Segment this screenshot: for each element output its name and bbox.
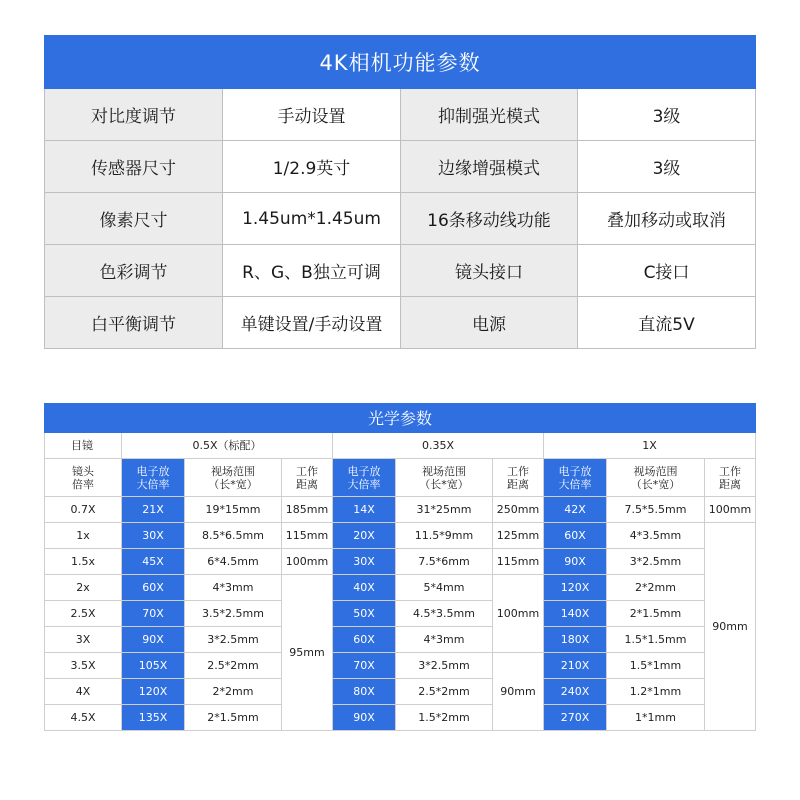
fov-cell: 4*3.5mm (607, 523, 705, 549)
table-row (45, 549, 756, 575)
distance-cell: 90mm (493, 653, 544, 731)
mag-cell: 30X (333, 549, 396, 575)
table-row (45, 627, 756, 653)
fov-cell: 2*1.5mm (607, 601, 705, 627)
spec-label: 边缘增强模式 (401, 141, 578, 193)
mag-cell: 270X (544, 705, 607, 731)
objective-header: 目镜 (45, 433, 122, 459)
distance-cell: 115mm (282, 523, 333, 549)
group-header: 1X (544, 433, 756, 459)
group-header-row (45, 433, 756, 459)
fov-cell: 3*2.5mm (396, 653, 493, 679)
fov-cell: 2*1.5mm (185, 705, 282, 731)
fov-cell: 2*2mm (607, 575, 705, 601)
distance-cell: 115mm (493, 549, 544, 575)
spec-label: 像素尺寸 (45, 193, 223, 245)
mag-header: 电子放 大倍率 (544, 459, 607, 497)
spec-value: 叠加移动或取消 (578, 193, 756, 245)
fov-cell: 6*4.5mm (185, 549, 282, 575)
distance-cell: 90mm (705, 523, 756, 731)
lens-cell: 0.7X (45, 497, 122, 523)
mag-cell: 45X (122, 549, 185, 575)
fov-cell: 3*2.5mm (185, 627, 282, 653)
spec-value: 1/2.9英寸 (223, 141, 401, 193)
fov-cell: 3.5*2.5mm (185, 601, 282, 627)
mag-cell: 21X (122, 497, 185, 523)
spec-label: 色彩调节 (45, 245, 223, 297)
spec-label: 16条移动线功能 (401, 193, 578, 245)
group-header: 0.5X（标配） (122, 433, 333, 459)
distance-cell: 100mm (282, 549, 333, 575)
mag-cell: 60X (122, 575, 185, 601)
lens-cell: 4.5X (45, 705, 122, 731)
table-row (45, 679, 756, 705)
fov-cell: 2.5*2mm (185, 653, 282, 679)
distance-cell: 250mm (493, 497, 544, 523)
fov-cell: 4*3mm (185, 575, 282, 601)
distance-header: 工作 距离 (282, 459, 333, 497)
mag-cell: 40X (333, 575, 396, 601)
fov-cell: 5*4mm (396, 575, 493, 601)
mag-cell: 14X (333, 497, 396, 523)
table-row (45, 523, 756, 549)
fov-cell: 1.5*2mm (396, 705, 493, 731)
mag-cell: 70X (122, 601, 185, 627)
spec-value: C接口 (578, 245, 756, 297)
fov-cell: 1.2*1mm (607, 679, 705, 705)
fov-cell: 19*15mm (185, 497, 282, 523)
mag-cell: 90X (544, 549, 607, 575)
spec-label: 镜头接口 (401, 245, 578, 297)
camera-spec-title: 4K相机功能参数 (45, 36, 756, 89)
distance-cell: 95mm (282, 575, 333, 731)
fov-cell: 3*2.5mm (607, 549, 705, 575)
table-row (45, 89, 756, 141)
fov-header: 视场范围 （长*宽） (185, 459, 282, 497)
mag-cell: 30X (122, 523, 185, 549)
fov-cell: 8.5*6.5mm (185, 523, 282, 549)
mag-header: 电子放 大倍率 (333, 459, 396, 497)
fov-cell: 2.5*2mm (396, 679, 493, 705)
fov-cell: 11.5*9mm (396, 523, 493, 549)
table-row (45, 297, 756, 349)
fov-cell: 31*25mm (396, 497, 493, 523)
lens-cell: 3X (45, 627, 122, 653)
spec-label: 传感器尺寸 (45, 141, 223, 193)
table-row (45, 245, 756, 297)
mag-cell: 60X (333, 627, 396, 653)
table-row (45, 497, 756, 523)
fov-cell: 7.5*6mm (396, 549, 493, 575)
table-row (45, 653, 756, 679)
spec-value: 1.45um*1.45um (223, 193, 401, 245)
mag-cell: 120X (544, 575, 607, 601)
fov-header: 视场范围 （长*宽） (607, 459, 705, 497)
distance-cell: 100mm (705, 497, 756, 523)
distance-header: 工作 距离 (705, 459, 756, 497)
fov-cell: 1.5*1mm (607, 653, 705, 679)
spec-label: 对比度调节 (45, 89, 223, 141)
distance-cell: 125mm (493, 523, 544, 549)
lens-cell: 4X (45, 679, 122, 705)
table-row (45, 601, 756, 627)
mag-cell: 140X (544, 601, 607, 627)
mag-cell: 20X (333, 523, 396, 549)
group-header: 0.35X (333, 433, 544, 459)
spec-value: 3级 (578, 141, 756, 193)
distance-header: 工作 距离 (493, 459, 544, 497)
mag-cell: 105X (122, 653, 185, 679)
lens-cell: 2.5X (45, 601, 122, 627)
mag-cell: 60X (544, 523, 607, 549)
distance-cell: 185mm (282, 497, 333, 523)
fov-cell: 1*1mm (607, 705, 705, 731)
distance-cell: 100mm (493, 575, 544, 653)
optical-spec-title: 光学参数 (45, 404, 756, 433)
mag-cell: 90X (333, 705, 396, 731)
lens-cell: 1x (45, 523, 122, 549)
fov-header: 视场范围 （长*宽） (396, 459, 493, 497)
fov-cell: 2*2mm (185, 679, 282, 705)
mag-header: 电子放 大倍率 (122, 459, 185, 497)
mag-cell: 120X (122, 679, 185, 705)
mag-cell: 180X (544, 627, 607, 653)
table-row (45, 141, 756, 193)
fov-cell: 1.5*1.5mm (607, 627, 705, 653)
spec-label: 抑制强光模式 (401, 89, 578, 141)
mag-cell: 135X (122, 705, 185, 731)
camera-spec-table (44, 35, 756, 349)
mag-cell: 50X (333, 601, 396, 627)
mag-cell: 240X (544, 679, 607, 705)
lens-header: 镜头 倍率 (45, 459, 122, 497)
mag-cell: 90X (122, 627, 185, 653)
fov-cell: 4.5*3.5mm (396, 601, 493, 627)
spec-value: 单键设置/手动设置 (223, 297, 401, 349)
lens-cell: 3.5X (45, 653, 122, 679)
mag-cell: 80X (333, 679, 396, 705)
spec-label: 白平衡调节 (45, 297, 223, 349)
fov-cell: 7.5*5.5mm (607, 497, 705, 523)
column-header-row (45, 459, 756, 497)
spec-label: 电源 (401, 297, 578, 349)
mag-cell: 42X (544, 497, 607, 523)
optical-spec-table (44, 403, 756, 731)
lens-cell: 2x (45, 575, 122, 601)
mag-cell: 210X (544, 653, 607, 679)
mag-cell: 70X (333, 653, 396, 679)
spec-value: 3级 (578, 89, 756, 141)
spec-value: 手动设置 (223, 89, 401, 141)
fov-cell: 4*3mm (396, 627, 493, 653)
spec-value: R、G、B独立可调 (223, 245, 401, 297)
lens-cell: 1.5x (45, 549, 122, 575)
spec-value: 直流5V (578, 297, 756, 349)
table-row (45, 705, 756, 731)
table-row (45, 193, 756, 245)
table-row (45, 575, 756, 601)
